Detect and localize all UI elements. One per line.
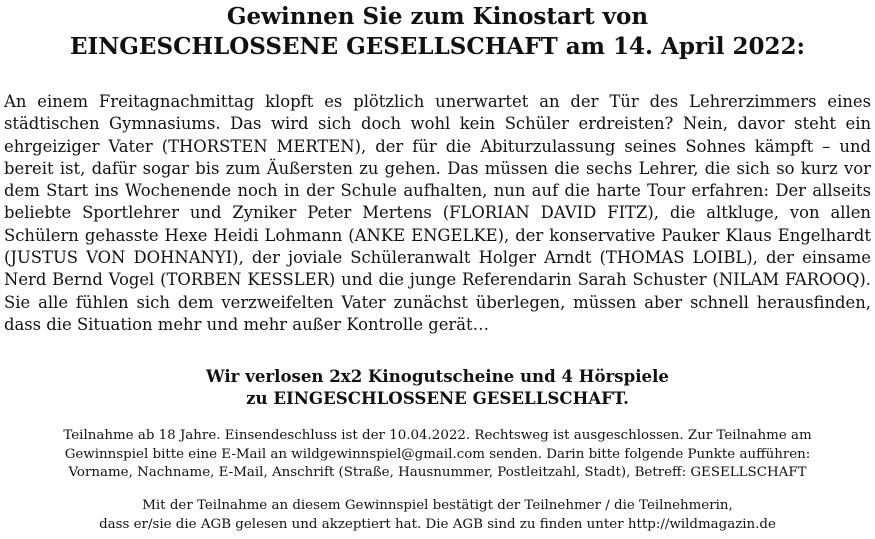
agb-line-1: Mit der Teilnahme an diesem Gewinnspiel bestätigt der Teilnehmer / die Teilnehmerin, [142, 498, 733, 513]
agb-line-2: dass er/sie die AGB gelesen und akzeptiert hat. Die AGB sind zu finden unter http://wildmagazin.de [99, 517, 776, 532]
agb-notice [0, 496, 875, 534]
prize-line-1: Wir verlosen 2x2 Kinogutscheine und 4 Hörspiele [206, 366, 669, 386]
rules-line-1: Teilnahme ab 18 Jahre. Einsendeschluss ist der 10.04.2022. Rechtsweg ist ausgeschlossen. Zur Teilnahme am [63, 428, 812, 443]
title-line-1: Gewinnen Sie zum Kinostart von [226, 3, 649, 30]
prize-line-2: zu EINGESCHLOSSENE GESELLSCHAFT. [246, 388, 629, 408]
synopsis-paragraph: An einem Freitagnachmittag klopft es plötzlich unerwartet an der Tür des Lehrerzimmers eines städtischen Gymnasiums. Das wird sich doch wohl kein Schüler erdreisten? Nein, davor steht ein ehrgeiziger Vater (THORSTEN MERTEN), der für die Abiturzulassung seines Sohnes kämpft – und bereit ist, dafür sogar bis zum Äußersten zu gehen. Das müssen die sechs Lehrer, die sich so kurz vor dem Start ins Wochenende noch in der Schule aufhalten, nun auf die harte Tour erfahren: Der allseits beliebte Sportlehrer und Zyniker Peter Mertens (FLORIAN DAVID FITZ), die altkluge, von allen Schülern gehasste Hexe Heidi Lohmann (ANKE ENGELKE), der konservative Pauker Klaus Engelhardt (JUSTUS VON DOHNANYI), der joviale Schüleranwalt Holger Arndt (THOMAS LOIBL), der einsame Nerd Bernd Vogel (TORBEN KESSLER) und die junge Referendarin Sarah Schuster (NILAM FAROOQ). Sie alle fühlen sich dem verzweifelten Vater zunächst überlegen, müssen aber schnell herausfinden, dass die Situation mehr und mehr außer Kontrolle gerät… [4, 92, 871, 334]
prize-heading [0, 365, 875, 409]
rules-line-2: Gewinnspiel bitte eine E-Mail an wildgewinnspiel@gmail.com senden. Darin bitte folgende Punkte aufführen: [64, 446, 811, 462]
participation-rules [0, 427, 875, 483]
title-line-2: EINGESCHLOSSENE GESELLSCHAFT am 14. April 2022: [69, 33, 806, 60]
page-title [0, 2, 875, 62]
rules-line-3: Vorname, Nachname, E-Mail, Anschrift (Straße, Hausnummer, Postleitzahl, Stadt), Betreff: GESELLSCHAFT [68, 465, 807, 480]
